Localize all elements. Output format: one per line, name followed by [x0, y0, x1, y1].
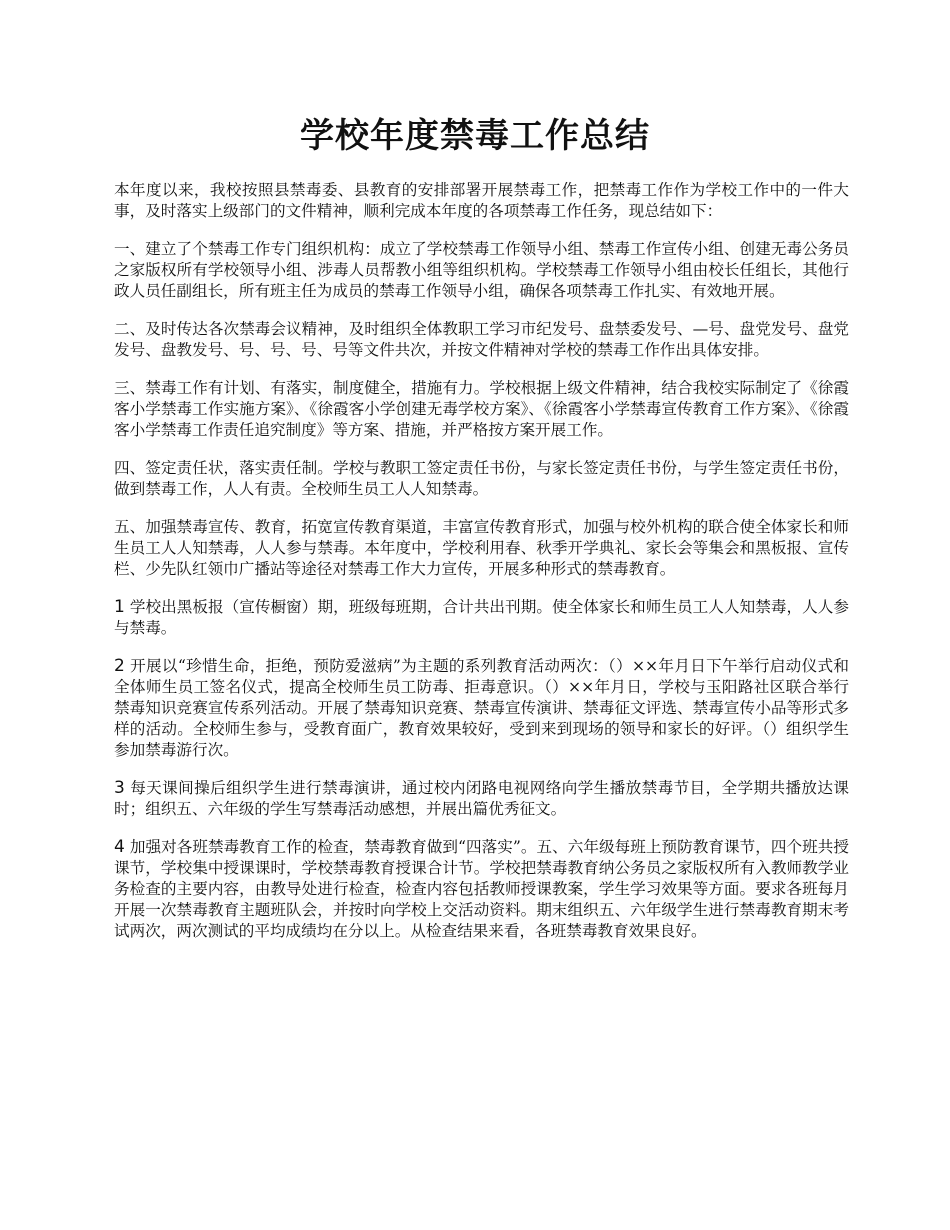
paragraph-section-3 [114, 378, 849, 441]
paragraph-section-2 [114, 319, 849, 361]
document-body [114, 180, 849, 959]
item-number: 4 [114, 837, 125, 857]
paragraph-item-4 [114, 837, 849, 942]
paragraph-text: 加强对各班禁毒教育工作的检查，禁毒教育做到“四落实”。五、六年级每班上预防教育课节，四个班共授课节，学校集中授课课时，学校禁毒教育授课合计节。学校把禁毒教育纳公务员之家版权所有入教师教学业务检查的主要内容，由教导处进行检查，检查内容包括教师授课教案，学生学习效果等方面。要求各班每月开展一次禁毒教育主题班队会，并按时向学校上交活动资料。期末组织五、六年级学生进行禁毒教育期末考试两次，两次测试的平均成绩均在分以上。从检查结果来看，各班禁毒教育效果良好。 [114, 838, 849, 940]
paragraph-text: 一、建立了个禁毒工作专门组织机构：成立了学校禁毒工作领导小组、禁毒工作宣传小组、创建无毒公务员之家版权所有学校领导小组、涉毒人员帮教小组等组织机构。学校禁毒工作领导小组由校长任组长，其他行政人员任副组长，所有班主任为成员的禁毒工作领导小组，确保各项禁毒工作扎实、有效地开展。 [114, 240, 849, 300]
paragraph-section-4 [114, 458, 849, 500]
item-number: 3 [114, 778, 125, 798]
paragraph-text: 四、签定责任状，落实责任制。学校与教职工签定责任书份，与家长签定责任书份，与学生签定责任书份，做到禁毒工作，人人有责。全校师生员工人人知禁毒。 [114, 459, 849, 498]
paragraph-text: 三、禁毒工作有计划、有落实，制度健全，措施有力。学校根据上级文件精神，结合我校实际制定了《徐霞客小学禁毒工作实施方案》、《徐霞客小学创建无毒学校方案》、《徐霞客小学禁毒宣传教育工作方案》、《徐霞客小学禁毒工作责任追究制度》等方案、措施，并严格按方案开展工作。 [114, 379, 849, 439]
paragraph-intro [114, 180, 849, 222]
paragraph-text: 开展以“珍惜生命，拒绝，预防爱滋病”为主题的系列教育活动两次：（）××年月日下午举行启动仪式和全体师生员工签名仪式，提高全校师生员工防毒、拒毒意识。（）××年月日，学校与玉阳路社区联合举行禁毒知识竞赛宣传系列活动。开展了禁毒知识竞赛、禁毒宣传演讲、禁毒征文评选、禁毒宣传小品等形式多样的活动。全校师生参与，受教育面广，教育效果较好，受到来到现场的领导和家长的好评。（）组织学生参加禁毒游行次。 [114, 657, 849, 759]
paragraph-section-1 [114, 239, 849, 302]
paragraph-text: 每天课间操后组织学生进行禁毒演讲，通过校内闭路电视网络向学生播放禁毒节目，全学期共播放达课时；组织五、六年级的学生写禁毒活动感想，并展出篇优秀征文。 [114, 779, 849, 818]
paragraph-item-3 [114, 778, 849, 820]
paragraph-item-2 [114, 656, 849, 761]
paragraph-text: 五、加强禁毒宣传、教育，拓宽宣传教育渠道，丰富宣传教育形式，加强与校外机构的联合使全体家长和师生员工人人知禁毒，人人参与禁毒。本年度中，学校利用春、秋季开学典礼、家长会等集会和黑板报、宣传栏、少先队红领巾广播站等途径对禁毒工作大力宣传，开展多种形式的禁毒教育。 [114, 518, 849, 578]
paragraph-text: 学校出黑板报（宣传橱窗）期，班级每班期，合计共出刊期。使全体家长和师生员工人人知禁毒，人人参与禁毒。 [114, 598, 849, 637]
paragraph-item-1 [114, 597, 849, 639]
item-number: 2 [114, 656, 125, 676]
paragraph-text: 本年度以来，我校按照县禁毒委、县教育的安排部署开展禁毒工作，把禁毒工作作为学校工作中的一件大事，及时落实上级部门的文件精神，顺利完成本年度的各项禁毒工作任务，现总结如下： [114, 181, 849, 220]
document-title: 学校年度禁毒工作总结 [300, 116, 650, 156]
paragraph-text: 二、及时传达各次禁毒会议精神，及时组织全体教职工学习市纪发号、盘禁委发号、—号、盘党发号、盘党发号、盘教发号、号、号、号、号等文件共次，并按文件精神对学校的禁毒工作作出具体安排。 [114, 320, 849, 359]
item-number: 1 [114, 597, 125, 617]
paragraph-section-5 [114, 517, 849, 580]
